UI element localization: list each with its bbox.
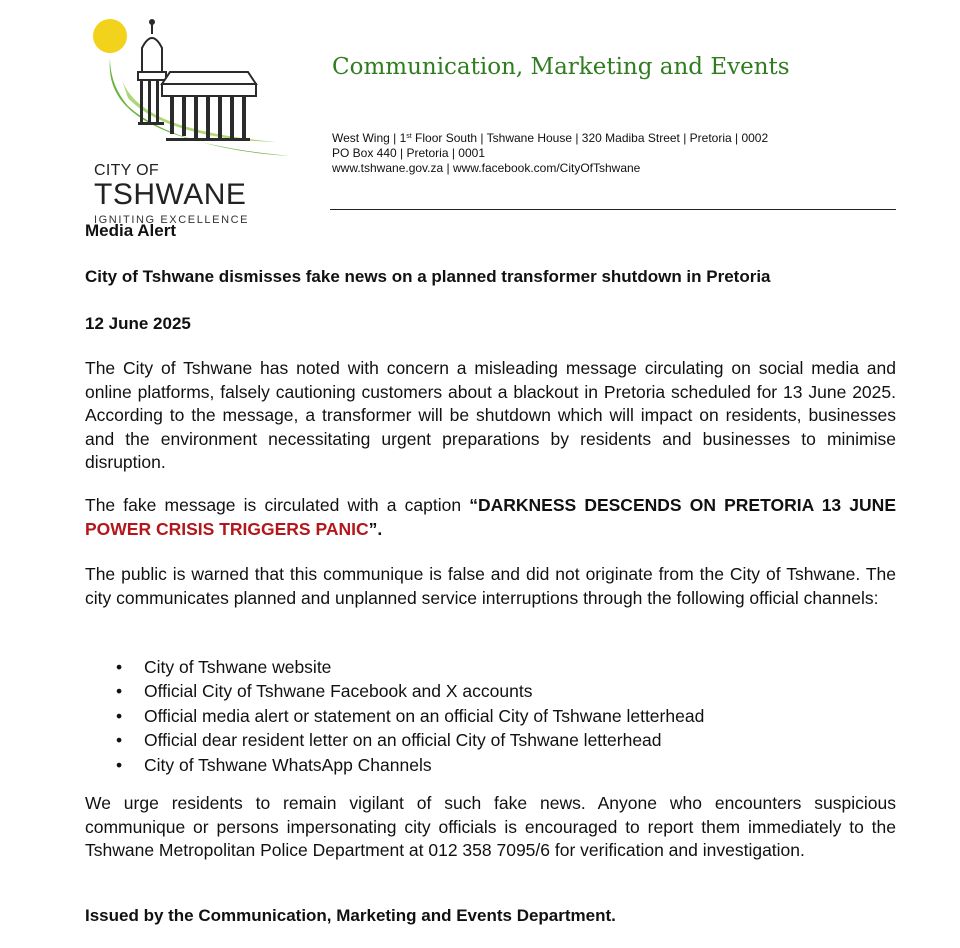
caption-text: “DARKNESS DESCENDS ON PRETORIA 13 JUNE POWER CRISIS TRIGGERS PANIC”. bbox=[85, 495, 896, 539]
list-item: • City of Tshwane website bbox=[85, 655, 704, 679]
logo-tagline: IGNITING EXCELLENCE bbox=[94, 214, 250, 226]
paragraph-fake-caption: The fake message is circulated with a caption “DARKNESS DESCENDS ON PRETORIA 13 JUNE POWER CRISIS TRIGGERS PANIC”. bbox=[85, 495, 896, 539]
city-hall-emblem-icon bbox=[80, 14, 300, 174]
sun-icon bbox=[93, 19, 127, 53]
logo-city-of-text: CITY OF bbox=[94, 162, 159, 179]
issued-by-line: Issued by the Communication, Marketing and Events Department. bbox=[85, 906, 616, 925]
address-line-3: www.tshwane.gov.za | www.facebook.com/CityOfTshwane bbox=[332, 161, 641, 175]
address-line-2: PO Box 440 | Pretoria | 0001 bbox=[332, 146, 485, 160]
city-of-tshwane-logo bbox=[80, 14, 300, 226]
list-item: • City of Tshwane WhatsApp Channels bbox=[85, 753, 704, 777]
logo-tshwane-text: TSHWANE bbox=[94, 178, 247, 211]
paragraph-report-request: We urge residents to remain vigilant of such fake news. Anyone who encounters suspicious communique or persons impersonating city officials is encouraged to report them immediately to the Tshwane Metropolitan Police Department at 012 358 7095/6 for verification and investigation. bbox=[85, 793, 896, 860]
bullet-icon: • bbox=[116, 754, 123, 775]
document-headline: City of Tshwane dismisses fake news on a planned transformer shutdown in Pretoria bbox=[85, 267, 771, 286]
paragraph-misleading-message: The City of Tshwane has noted with concern a misleading message circulating on social media and online platforms, falsely cautioning customers about a blackout in Pretoria scheduled for 13 June 2025. According to the message, a transformer will be shutdown which will impact on residents, businesses and the environment necessitating urgent preparations by residents and businesses to minimise disruption. bbox=[85, 358, 896, 472]
paragraph-public-warning: The public is warned that this communique is false and did not originate from the City of Tshwane. The city communicates planned and unplanned service interruptions through the following official channels: bbox=[85, 564, 896, 608]
official-channels-list bbox=[85, 655, 704, 777]
bullet-icon: • bbox=[116, 705, 123, 726]
caption-red-text: POWER CRISIS TRIGGERS PANIC bbox=[85, 518, 369, 539]
department-title: Communication, Marketing and Events bbox=[332, 54, 790, 80]
bullet-icon: • bbox=[116, 730, 123, 751]
bullet-icon: • bbox=[116, 657, 123, 677]
document-date: 12 June 2025 bbox=[85, 314, 191, 333]
list-item: • Official media alert or statement on an official City of Tshwane letterhead bbox=[85, 704, 704, 728]
bullet-icon: • bbox=[116, 681, 123, 702]
letterhead-address bbox=[332, 131, 768, 176]
list-item: • Official City of Tshwane Facebook and X accounts bbox=[85, 679, 704, 703]
document-type-label: Media Alert bbox=[85, 221, 177, 240]
header-divider bbox=[330, 209, 896, 210]
list-item: • Official dear resident letter on an official City of Tshwane letterhead bbox=[85, 728, 704, 752]
address-line-1: West Wing | 1st Floor South | Tshwane House | 320 Madiba Street | Pretoria | 0002 bbox=[332, 131, 769, 145]
